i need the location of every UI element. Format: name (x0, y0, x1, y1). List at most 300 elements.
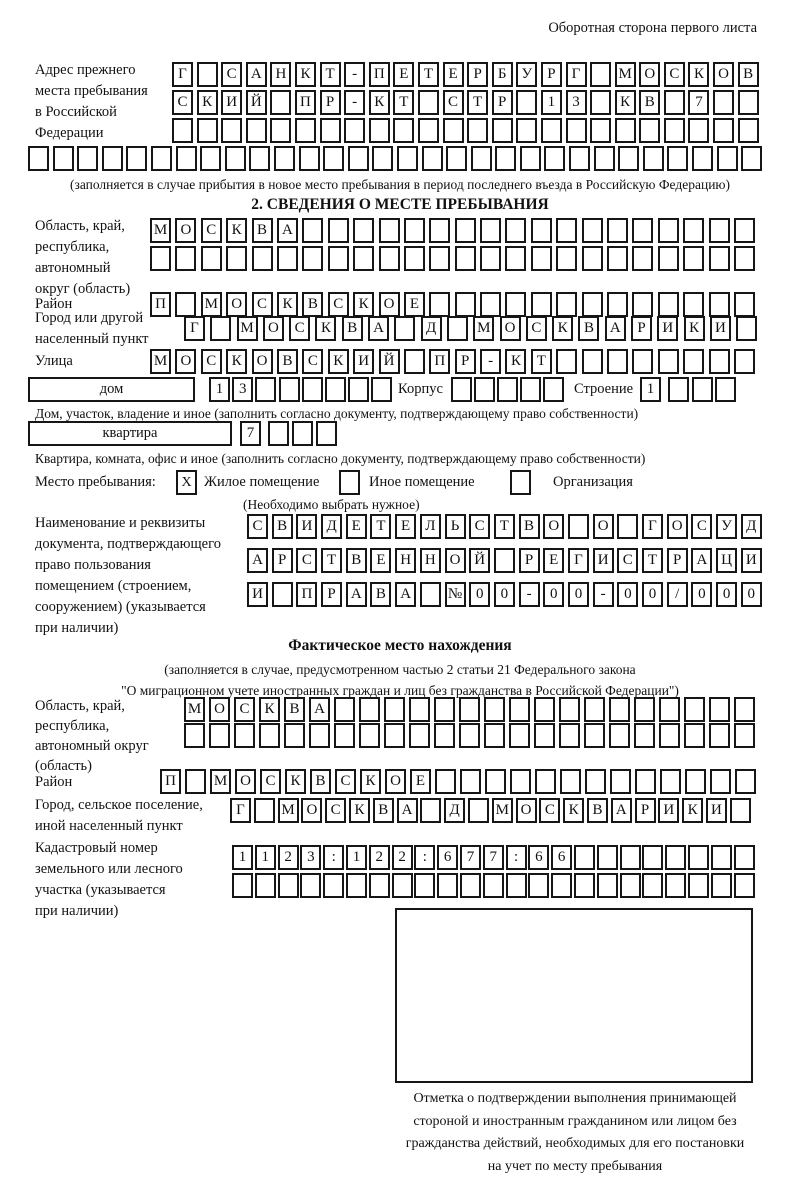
grid-cell: В (310, 769, 331, 794)
grid-cell: А (691, 548, 712, 573)
grid-cell (684, 697, 705, 722)
grid-cell (584, 723, 605, 748)
grid-cell (615, 118, 636, 143)
grid-cell: 0 (691, 582, 712, 607)
grid-cell (393, 118, 414, 143)
grid-cell (667, 146, 688, 171)
grid-cell (474, 377, 495, 402)
grid-cell: О (235, 769, 256, 794)
grid-cell: В (738, 62, 759, 87)
grid-cell (447, 316, 468, 341)
grid-cell: И (741, 548, 762, 573)
grid-cell (480, 292, 501, 317)
grid-cell: С (302, 349, 323, 374)
grid-cell: Т (370, 514, 391, 539)
grid-cell (534, 697, 555, 722)
grid-cell (371, 377, 392, 402)
grid-cell (643, 146, 664, 171)
grid-cell: Л (420, 514, 441, 539)
grid-cell: Е (404, 292, 425, 317)
grid-cell (509, 697, 530, 722)
actual-oblast-row-2 (184, 723, 755, 748)
grid-cell (175, 292, 196, 317)
actual-oblast-row-1 (184, 697, 755, 722)
grid-cell: М (184, 697, 205, 722)
grid-cell (665, 873, 686, 898)
grid-cell: 0 (494, 582, 515, 607)
actual-location-title: Фактическое место нахождения (288, 637, 512, 654)
grid-cell: Т (531, 349, 552, 374)
grid-cell (485, 769, 506, 794)
grid-cell (590, 62, 611, 87)
grid-cell (151, 146, 172, 171)
grid-cell (483, 873, 504, 898)
grid-cell: О (667, 514, 688, 539)
grid-cell (459, 723, 480, 748)
grid-cell: М (237, 316, 258, 341)
grid-cell (664, 118, 685, 143)
grid-cell: С (221, 62, 242, 87)
grid-cell (709, 218, 730, 243)
grid-cell (620, 873, 641, 898)
grid-cell: С (252, 292, 273, 317)
grid-cell (516, 118, 537, 143)
grid-cell (607, 292, 628, 317)
grid-cell: 1 (232, 845, 253, 870)
grid-cell: 7 (483, 845, 504, 870)
grid-cell (497, 377, 518, 402)
document-row-1 (247, 514, 762, 539)
grid-cell (480, 246, 501, 271)
grid-cell (664, 90, 685, 115)
grid-cell: С (247, 514, 268, 539)
grid-cell: К (563, 798, 584, 823)
grid-cell (150, 246, 171, 271)
grid-cell (422, 146, 443, 171)
document-label: Наименование и реквизиты документа, подтверждающего право пользования помещением (строением, сооружением) (указывается при наличии) (35, 515, 221, 636)
kadastr-row-2 (232, 873, 755, 898)
grid-cell (568, 514, 589, 539)
prev-address-row-3 (172, 118, 759, 143)
grid-cell (505, 246, 526, 271)
grid-cell: Г (184, 316, 205, 341)
grid-cell: Е (395, 514, 416, 539)
grid-cell (658, 246, 679, 271)
gorod-label: Город или другой населенный пункт (35, 310, 149, 347)
grid-cell (734, 697, 755, 722)
grid-cell: К (353, 292, 374, 317)
grid-cell: В (302, 292, 323, 317)
grid-cell: - (344, 62, 365, 87)
grid-cell (495, 146, 516, 171)
checkbox-organization (510, 470, 531, 495)
grid-cell: О (639, 62, 660, 87)
back-side-note: Оборотная сторона первого листа (548, 20, 757, 36)
grid-cell: 6 (551, 845, 572, 870)
grid-cell (232, 873, 253, 898)
grid-cell: 0 (469, 582, 490, 607)
grid-cell (582, 218, 603, 243)
grid-cell (328, 246, 349, 271)
grid-cell (734, 292, 755, 317)
grid-cell: П (429, 349, 450, 374)
grid-cell: Д (444, 798, 465, 823)
grid-cell (446, 146, 467, 171)
grid-cell: М (473, 316, 494, 341)
grid-cell (634, 723, 655, 748)
grid-cell (741, 146, 762, 171)
grid-cell: Е (370, 548, 391, 573)
grid-cell: П (295, 90, 316, 115)
grid-cell (353, 246, 374, 271)
grid-cell: П (369, 62, 390, 87)
grid-cell (683, 292, 704, 317)
grid-cell (468, 798, 489, 823)
grid-cell (736, 316, 757, 341)
grid-cell: № (445, 582, 466, 607)
grid-cell (420, 798, 441, 823)
grid-cell (594, 146, 615, 171)
grid-cell: : (323, 845, 344, 870)
grid-cell (528, 873, 549, 898)
grid-cell (379, 246, 400, 271)
grid-cell (607, 246, 628, 271)
korpus-label: Корпус (398, 381, 443, 397)
grid-cell: 3 (566, 90, 587, 115)
grid-cell: Г (642, 514, 663, 539)
grid-cell: С (691, 514, 712, 539)
grid-cell: В (373, 798, 394, 823)
grid-cell (455, 292, 476, 317)
grid-cell (467, 118, 488, 143)
grid-cell: А (246, 62, 267, 87)
grid-cell (711, 845, 732, 870)
grid-cell: В (519, 514, 540, 539)
grid-cell (270, 118, 291, 143)
grid-cell: М (615, 62, 636, 87)
grid-cell: Б (492, 62, 513, 87)
actual-location-note-1: (заполняется в случае, предусмотренном частью 2 статьи 21 Федерального закона (164, 662, 636, 677)
grid-cell (420, 582, 441, 607)
grid-cell (556, 246, 577, 271)
prev-address-row-1 (172, 62, 759, 87)
grid-cell (509, 723, 530, 748)
grid-cell (277, 246, 298, 271)
grid-cell (717, 146, 738, 171)
grid-cell: Р (272, 548, 293, 573)
grid-cell (639, 118, 660, 143)
grid-cell (471, 146, 492, 171)
grid-cell: Н (420, 548, 441, 573)
grid-cell: А (247, 548, 268, 573)
grid-cell: К (684, 316, 705, 341)
grid-cell (632, 292, 653, 317)
grid-cell: К (360, 769, 381, 794)
stroenie-extra-cells (668, 377, 736, 402)
grid-cell (346, 873, 367, 898)
grid-cell (323, 873, 344, 898)
gorod-row (184, 316, 757, 341)
grid-cell (683, 246, 704, 271)
actual-oblast-label: Область, край, республика, автономный округ (область) (35, 698, 149, 774)
kadastr-label: Кадастровый номер земельного или лесного участка (указывается при наличии) (35, 840, 183, 919)
grid-cell: В (272, 514, 293, 539)
grid-cell: К (369, 90, 390, 115)
grid-cell: А (605, 316, 626, 341)
grid-cell (392, 873, 413, 898)
grid-cell: С (234, 697, 255, 722)
grid-cell (683, 218, 704, 243)
grid-cell: 0 (543, 582, 564, 607)
stroenie-label: Строение (574, 381, 634, 397)
grid-cell: Т (494, 514, 515, 539)
grid-cell: Д (741, 514, 762, 539)
grid-cell (710, 769, 731, 794)
grid-cell: Г (566, 62, 587, 87)
grid-cell: Ь (445, 514, 466, 539)
grid-cell (738, 90, 759, 115)
grid-cell: В (284, 697, 305, 722)
grid-cell: Н (395, 548, 416, 573)
grid-cell (414, 873, 435, 898)
grid-cell (709, 292, 730, 317)
grid-cell (551, 873, 572, 898)
grid-cell: К (349, 798, 370, 823)
grid-cell: : (414, 845, 435, 870)
grid-cell: Р (635, 798, 656, 823)
organization-label: Организация (553, 474, 633, 490)
grid-cell (270, 90, 291, 115)
grid-cell (574, 873, 595, 898)
actual-raion-label: Район (35, 774, 73, 790)
dom-box: дом (28, 377, 195, 402)
grid-cell: Р (467, 62, 488, 87)
grid-cell: А (309, 697, 330, 722)
grid-cell: 7 (460, 845, 481, 870)
document-row-3 (247, 582, 762, 607)
grid-cell: К (505, 349, 526, 374)
grid-cell (494, 548, 515, 573)
oblast-row-2 (150, 246, 755, 271)
kadastr-row-1 (232, 845, 755, 870)
oblast-row-1 (150, 218, 755, 243)
grid-cell: К (226, 218, 247, 243)
grid-cell: О (252, 349, 273, 374)
grid-cell: В (346, 548, 367, 573)
grid-cell (176, 146, 197, 171)
grid-cell (692, 146, 713, 171)
grid-cell (658, 292, 679, 317)
grid-cell (559, 697, 580, 722)
grid-cell (451, 377, 472, 402)
grid-cell: Р (541, 62, 562, 87)
grid-cell: С (469, 514, 490, 539)
grid-cell (435, 769, 456, 794)
grid-cell: А (395, 582, 416, 607)
grid-cell: И (657, 316, 678, 341)
grid-cell (325, 377, 346, 402)
grid-cell: Т (321, 548, 342, 573)
stroenie-cell (640, 377, 661, 402)
grid-cell: Е (543, 548, 564, 573)
grid-cell: В (370, 582, 391, 607)
grid-cell (734, 218, 755, 243)
grid-cell: Т (418, 62, 439, 87)
grid-cell (531, 292, 552, 317)
grid-cell (344, 118, 365, 143)
grid-cell (734, 723, 755, 748)
grid-cell: А (611, 798, 632, 823)
grid-cell (734, 246, 755, 271)
grid-cell: Е (393, 62, 414, 87)
grid-cell (715, 377, 736, 402)
grid-cell: П (160, 769, 181, 794)
stamp-caption: Отметка о подтверждении выполнения принимающей стороной и иностранным гражданином или лицом без гражданства действий, необходимых для его постановки на учет по месту пребывания (405, 1091, 745, 1174)
prev-address-row-2 (172, 90, 759, 115)
section2-title: 2. СВЕДЕНИЯ О МЕСТЕ ПРЕБЫВАНИЯ (251, 196, 549, 213)
checkbox-other-premises (339, 470, 360, 495)
grid-cell: Г (172, 62, 193, 87)
grid-cell (709, 723, 730, 748)
grid-cell: - (519, 582, 540, 607)
grid-cell: М (210, 769, 231, 794)
grid-cell (300, 873, 321, 898)
grid-cell: Т (320, 62, 341, 87)
grid-cell (713, 118, 734, 143)
grid-cell (255, 377, 276, 402)
grid-cell: К (295, 62, 316, 87)
grid-cell: Р (492, 90, 513, 115)
grid-cell: 0 (568, 582, 589, 607)
grid-cell: И (593, 548, 614, 573)
grid-cell: / (667, 582, 688, 607)
grid-cell: К (315, 316, 336, 341)
document-row-2 (247, 548, 762, 573)
grid-cell (249, 146, 270, 171)
ulitsa-label: Улица (35, 353, 73, 369)
grid-cell: С (201, 349, 222, 374)
grid-cell (53, 146, 74, 171)
grid-cell (738, 118, 759, 143)
grid-cell: 3 (300, 845, 321, 870)
grid-cell (607, 349, 628, 374)
grid-cell: - (593, 582, 614, 607)
kvartira-note: Квартира, комната, офис и иное (заполнить согласно документу, подтверждающему право собственности) (35, 451, 646, 466)
grid-cell (582, 292, 603, 317)
grid-cell (556, 292, 577, 317)
grid-cell (665, 845, 686, 870)
grid-cell (429, 292, 450, 317)
grid-cell: С (335, 769, 356, 794)
grid-cell: В (342, 316, 363, 341)
grid-cell (279, 377, 300, 402)
raion-label: Район (35, 296, 73, 312)
grid-cell (484, 723, 505, 748)
grid-cell (102, 146, 123, 171)
grid-cell: С (296, 548, 317, 573)
grid-cell: В (639, 90, 660, 115)
grid-cell: 0 (642, 582, 663, 607)
grid-cell (688, 118, 709, 143)
grid-cell (531, 218, 552, 243)
grid-cell (292, 421, 313, 446)
grid-cell (348, 377, 369, 402)
grid-cell (642, 873, 663, 898)
grid-cell (210, 316, 231, 341)
grid-cell (607, 218, 628, 243)
grid-cell (735, 769, 756, 794)
grid-cell (534, 723, 555, 748)
grid-cell (455, 218, 476, 243)
grid-cell (683, 349, 704, 374)
grid-cell (480, 218, 501, 243)
grid-cell (429, 246, 450, 271)
grid-cell (634, 697, 655, 722)
grid-cell (278, 873, 299, 898)
grid-cell (544, 146, 565, 171)
kvartira-extra-cells (268, 421, 337, 446)
grid-cell (582, 246, 603, 271)
grid-cell (632, 349, 653, 374)
grid-cell (225, 146, 246, 171)
grid-cell: Н (270, 62, 291, 87)
kvartira-box: квартира (28, 421, 232, 446)
grid-cell (659, 723, 680, 748)
grid-cell (658, 349, 679, 374)
grid-cell: - (344, 90, 365, 115)
grid-cell (353, 218, 374, 243)
grid-cell: М (150, 349, 171, 374)
grid-cell (709, 697, 730, 722)
grid-cell (734, 873, 755, 898)
grid-cell: У (716, 514, 737, 539)
grid-cell: С (328, 292, 349, 317)
grid-cell: Р (455, 349, 476, 374)
other-premises-label: Иное помещение (369, 474, 475, 490)
grid-cell: С (664, 62, 685, 87)
grid-cell: С (201, 218, 222, 243)
grid-cell (359, 697, 380, 722)
grid-cell (692, 377, 713, 402)
grid-cell (359, 723, 380, 748)
grid-cell (492, 118, 513, 143)
grid-cell (574, 845, 595, 870)
grid-cell (302, 246, 323, 271)
grid-cell: О (209, 697, 230, 722)
grid-cell: 2 (392, 845, 413, 870)
grid-cell (455, 246, 476, 271)
grid-cell (437, 873, 458, 898)
grid-cell: С (172, 90, 193, 115)
grid-cell: К (615, 90, 636, 115)
grid-cell: К (277, 292, 298, 317)
actual-raion-row (160, 769, 756, 794)
grid-cell (460, 769, 481, 794)
grid-cell: Е (346, 514, 367, 539)
grid-cell: - (480, 349, 501, 374)
grid-cell (582, 349, 603, 374)
grid-cell: А (397, 798, 418, 823)
grid-cell (369, 873, 390, 898)
grid-cell: М (150, 218, 171, 243)
grid-cell: 3 (232, 377, 253, 402)
grid-cell: С (526, 316, 547, 341)
grid-cell (556, 218, 577, 243)
grid-cell (460, 873, 481, 898)
grid-cell (409, 723, 430, 748)
grid-cell (299, 146, 320, 171)
grid-cell (632, 246, 653, 271)
